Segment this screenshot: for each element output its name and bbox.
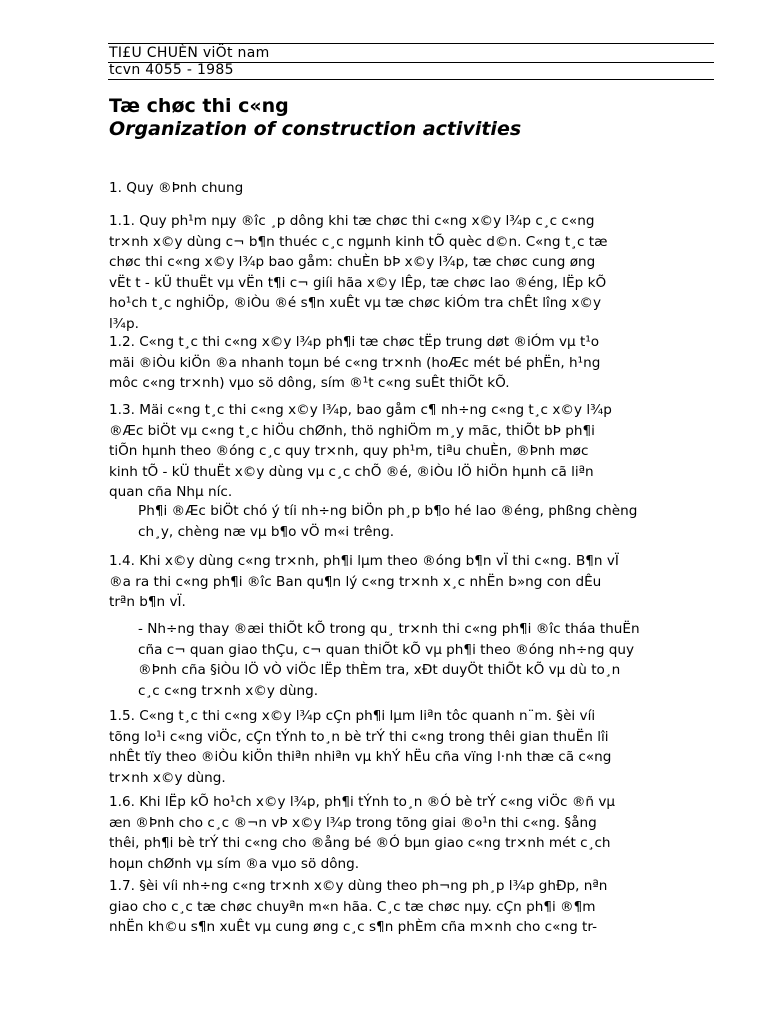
standard-label: TI£U CHUÈN viÖt nam [109, 45, 270, 61]
header-rule-top [108, 43, 714, 44]
document-subtitle: Organization of construction activities [109, 118, 522, 140]
header-rule-bottom [108, 79, 714, 80]
standard-number: tcvn 4055 - 1985 [109, 62, 234, 78]
paragraph-1-1: 1.1. Quy ph¹m nµy ®îc ¸p dông khi tæ chøc thi c«ng x©y l¾p c¸c c«ng tr×nh x©y dùng c¬ b¶n thuéc c¸c ngµnh kinh tÕ quèc d©n. C«ng t¸c tæ chøc thi c«ng x©y l¾p bao gåm: chuÈn bÞ x©y l¾p, tæ chøc cung øng vËt t - kÜ thuËt vµ vËn t¶i c¬ giíi hãa x©y lÊp, tæ chøc lao ®éng, lËp kÕ ho¹ch t¸c nghiÖp, ®iÒu ®é s¶n xuÊt vµ tæ chøc kiÓm tra chÊt lîng x©y l¾p. [109, 213, 608, 332]
paragraph-1-3: 1.3. Mäi c«ng t¸c thi c«ng x©y l¾p, bao gåm c¶ nh÷ng c«ng t¸c x©y l¾p ®Æc biÖt vµ c«ng t¸c hiÖu chØnh, thö nghiÖm m¸y mãc, thiÕt bÞ ph¶i tiÕn hµnh theo ®óng c¸c quy tr×nh, quy ph¹m, tiªu chuÈn, ®Þnh møc kinh tÕ - kÜ thuËt x©y dùng vµ c¸c chÕ ®é, ®iÒu lÖ hiÖn hµnh cã liªn quan cña Nhµ níc. [109, 402, 612, 500]
paragraph-1-6: 1.6. Khi lËp kÕ ho¹ch x©y l¾p, ph¶i tÝnh to¸n ®Ó bè trÝ c«ng viÖc ®ñ vµ æn ®Þnh cho c¸c ®¬n vÞ x©y l¾p trong tõng giai ®o¹n thi c«ng. §ång thêi, ph¶i bè trÝ thi c«ng cho ®ång bé ®Ó bµn giao c«ng tr×nh mét c¸ch hoµn chØnh vµ sím ®a vµo sö dông. [109, 794, 616, 872]
paragraph-1-2: 1.2. C«ng t¸c thi c«ng x©y l¾p ph¶i tæ chøc tËp trung døt ®iÓm vµ t¹o mäi ®iÒu kiÖn ®a nhanh toµn bé c«ng tr×nh (hoÆc mét bé phËn, h¹ng môc c«ng tr×nh) vµo sö dông, sím ®¹t c«ng suÊt thiÕt kÕ. [109, 334, 601, 391]
document-title: Tæ chøc thi c«ng [109, 95, 289, 117]
paragraph-1-5: 1.5. C«ng t¸c thi c«ng x©y l¾p cÇn ph¶i lµm liªn tôc quanh n¨m. §èi víi tõng lo¹i c«ng viÖc, cÇn tÝnh to¸n bè trÝ thi c«ng trong thêi gian thuËn lîi nhÊt tïy theo ®iÒu kiÖn thiªn nhiªn vµ khÝ hËu cña vïng l·nh thæ cã c«ng tr×nh x©y dùng. [109, 708, 612, 786]
paragraph-1-4: 1.4. Khi x©y dùng c«ng tr×nh, ph¶i lµm theo ®óng b¶n vÏ thi c«ng. B¶n vÏ ®a ra thi c«ng ph¶i ®îc Ban qu¶n lý c«ng tr×nh x¸c nhËn b»ng con dÊu trªn b¶n vÏ. [109, 553, 619, 610]
section-heading: 1. Quy ®Þnh chung [109, 180, 244, 196]
paragraph-1-4-note: - Nh÷ng thay ®æi thiÕt kÕ trong qu¸ tr×nh thi c«ng ph¶i ®îc tháa thuËn cña c¬ quan giao thÇu, c¬ quan thiÕt kÕ vµ ph¶i theo ®óng nh÷ng quy ®Þnh cña §iÒu lÖ vÒ viÖc lËp thÈm tra, xÐt duyÖt thiÕt kÕ vµ dù to¸n c¸c c«ng tr×nh x©y dùng. [138, 621, 640, 699]
paragraph-1-3-note: Ph¶i ®Æc biÖt chó ý tíi nh÷ng biÖn ph¸p b¶o hé lao ®éng, phßng chèng ch¸y, chèng næ vµ b¶o vÖ m«i trêng. [138, 503, 638, 540]
paragraph-1-7: 1.7. §èi víi nh÷ng c«ng tr×nh x©y dùng theo ph¬ng ph¸p l¾p ghÐp, nªn giao cho c¸c tæ chøc chuyªn m«n hãa. C¸c tæ chøc nµy. cÇn ph¶i ®¶m nhËn kh©u s¶n xuÊt vµ cung øng c¸c s¶n phÈm cña m×nh cho c«ng tr- [109, 878, 608, 935]
